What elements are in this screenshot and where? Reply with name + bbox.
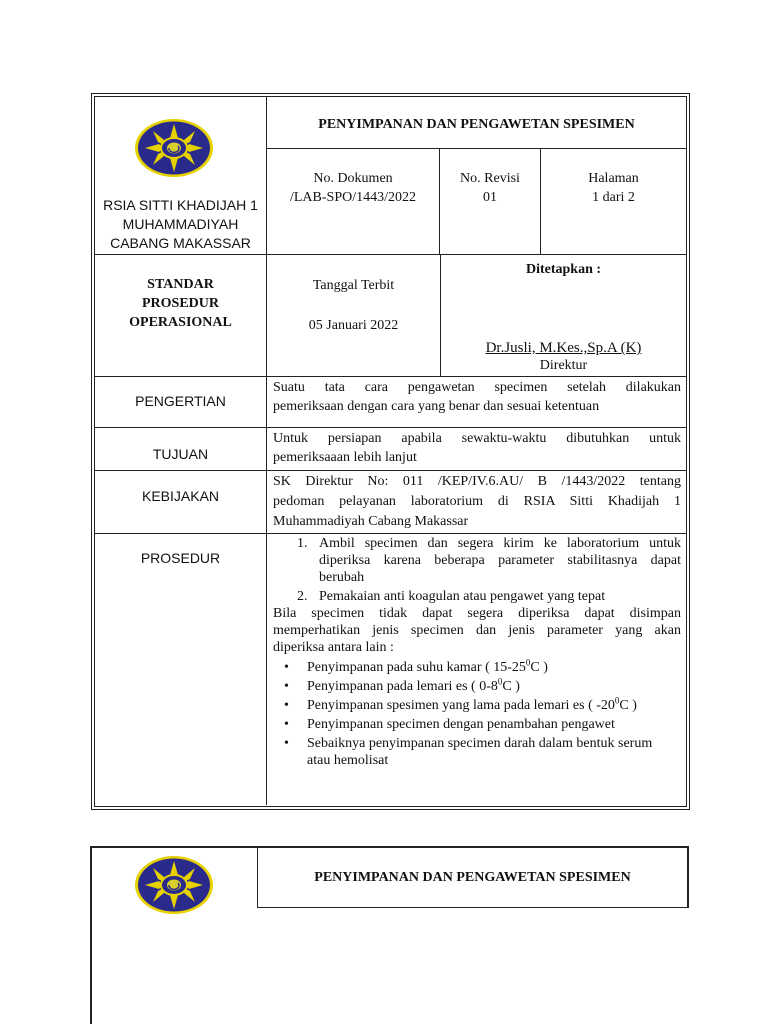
- paragraph-line: diperiksa antara lain :: [273, 640, 394, 655]
- pengertian-text: [273, 378, 681, 416]
- step-line: Ambil specimen dan segera kirim ke laboratorium untuk: [319, 536, 681, 551]
- bullet-superscript: 0: [497, 676, 503, 687]
- kebijakan-line: Muhammadiyah Cabang Makassar: [273, 514, 469, 529]
- prosedur-content: [273, 535, 681, 769]
- bullet-text-suffix: C ): [502, 679, 520, 694]
- revision-cell: [440, 169, 540, 207]
- bullet-text: Sebaiknya penyimpanan specimen darah dalam bentuk serum: [307, 736, 653, 751]
- bullet-text: Penyimpanan pada lemari es ( 0-8: [307, 679, 498, 694]
- bullet-icon: •: [284, 679, 289, 694]
- bullet-item: [273, 735, 681, 769]
- page2-top-border: [90, 846, 689, 848]
- issue-date-label: Tanggal Terbit: [312, 278, 395, 293]
- doc-number-label: No. Dokumen: [313, 171, 393, 186]
- page2-right-border: [687, 846, 689, 908]
- bullet-icon: •: [284, 660, 289, 675]
- prosedur-paragraph: [273, 605, 681, 656]
- doc-number-cell: [267, 169, 439, 207]
- institution-line: MUHAMMADIYAH: [122, 216, 239, 232]
- row-divider: [94, 533, 686, 534]
- institution-name: [95, 196, 266, 253]
- revision-value: 01: [483, 190, 497, 205]
- procedure-step: [273, 535, 681, 586]
- issue-date-value: 05 Januari 2022: [308, 318, 399, 333]
- signatory-name: Dr.Jusli, M.Kes.,Sp.A (K): [485, 340, 642, 356]
- revision-label: No. Revisi: [460, 171, 520, 186]
- pengertian-line: pemeriksaan dengan cara yang benar dan sesuai ketentuan: [273, 399, 600, 414]
- kebijakan-line: SK Direktur No: 011 /KEP/IV.6.AU/ B /1443/2022 tentang: [273, 474, 681, 489]
- bullet-icon: •: [284, 717, 289, 732]
- bullet-list: [273, 659, 681, 769]
- step-line: Pemakaian anti koagulan atau pengawet yang tepat: [319, 589, 606, 604]
- kebijakan-text: [273, 472, 681, 532]
- document-title: PENYIMPANAN DAN PENGAWETAN SPESIMEN: [318, 117, 635, 132]
- row-divider: [266, 148, 686, 149]
- step-number: 2.: [297, 589, 308, 604]
- paragraph-line: memperhatikan jenis specimen dan jenis parameter yang akan: [273, 623, 681, 638]
- step-line: diperiksa karena beberapa parameter stabilitasnya dapat: [319, 553, 681, 568]
- sop-heading-line: OPERASIONAL: [129, 315, 232, 330]
- tujuan-line: pemeriksaaan lebih lanjut: [273, 450, 417, 465]
- sop-heading: [95, 275, 266, 332]
- pengertian-line: Suatu tata cara pengawetan specimen setelah dilakukan: [273, 380, 681, 395]
- bullet-superscript: 0: [614, 695, 620, 706]
- bullet-icon: •: [284, 698, 289, 713]
- procedure-step: [273, 588, 681, 605]
- page-value: 1 dari 2: [592, 190, 635, 205]
- bullet-text: Penyimpanan specimen dengan penambahan pengawet: [307, 717, 615, 732]
- bullet-text-suffix: C ): [530, 660, 548, 675]
- bullet-text: Penyimpanan pada suhu kamar ( 15-25: [307, 660, 526, 675]
- prosedur-label: PROSEDUR: [140, 550, 221, 566]
- bullet-text: atau hemolisat: [307, 753, 389, 768]
- approved-label: Ditetapkan :: [525, 262, 602, 277]
- page2-left-border: [90, 846, 92, 1024]
- bullet-icon: •: [284, 736, 289, 751]
- tujuan-text: [273, 429, 681, 467]
- step-line: berubah: [319, 570, 365, 585]
- sop-heading-line: STANDAR: [147, 277, 214, 292]
- row-divider: [94, 427, 686, 428]
- bullet-item: [273, 678, 681, 697]
- page2-document-title: PENYIMPANAN DAN PENGAWETAN SPESIMEN: [314, 870, 631, 885]
- hospital-logo: [134, 855, 214, 915]
- page-number-cell: [541, 169, 686, 207]
- bullet-text: Penyimpanan spesimen yang lama pada lemari es ( -20: [307, 698, 615, 713]
- bullet-text-suffix: C ): [619, 698, 637, 713]
- paragraph-line: Bila specimen tidak dapat segera diperiksa dapat disimpan: [273, 606, 681, 621]
- row-divider: [94, 254, 686, 255]
- kebijakan-line: pedoman pelayanan laboratorium di RSIA Sitti Khadijah 1: [273, 494, 681, 509]
- row-divider: [94, 376, 686, 377]
- tujuan-label: TUJUAN: [152, 446, 209, 462]
- bullet-item: [273, 659, 681, 678]
- institution-line: CABANG MAKASSAR: [110, 235, 251, 251]
- bullet-item: [273, 716, 681, 735]
- tujuan-line: Untuk persiapan apabila sewaktu-waktu dibutuhkan untuk: [273, 431, 681, 446]
- bullet-superscript: 0: [525, 657, 531, 668]
- pengertian-label: PENGERTIAN: [135, 393, 226, 409]
- step-number: 1.: [297, 536, 308, 551]
- hospital-logo: [134, 118, 214, 178]
- kebijakan-label: KEBIJAKAN: [141, 488, 220, 504]
- bullet-item: [273, 697, 681, 716]
- sop-heading-line: PROSEDUR: [141, 296, 219, 311]
- doc-number-value: /LAB-SPO/1443/2022: [289, 190, 416, 205]
- page-label: Halaman: [588, 171, 639, 186]
- page2-row-divider: [257, 907, 689, 908]
- institution-line: RSIA SITTI KHADIJAH 1: [103, 197, 258, 213]
- row-divider: [94, 470, 686, 471]
- signatory-title: Direktur: [539, 358, 588, 373]
